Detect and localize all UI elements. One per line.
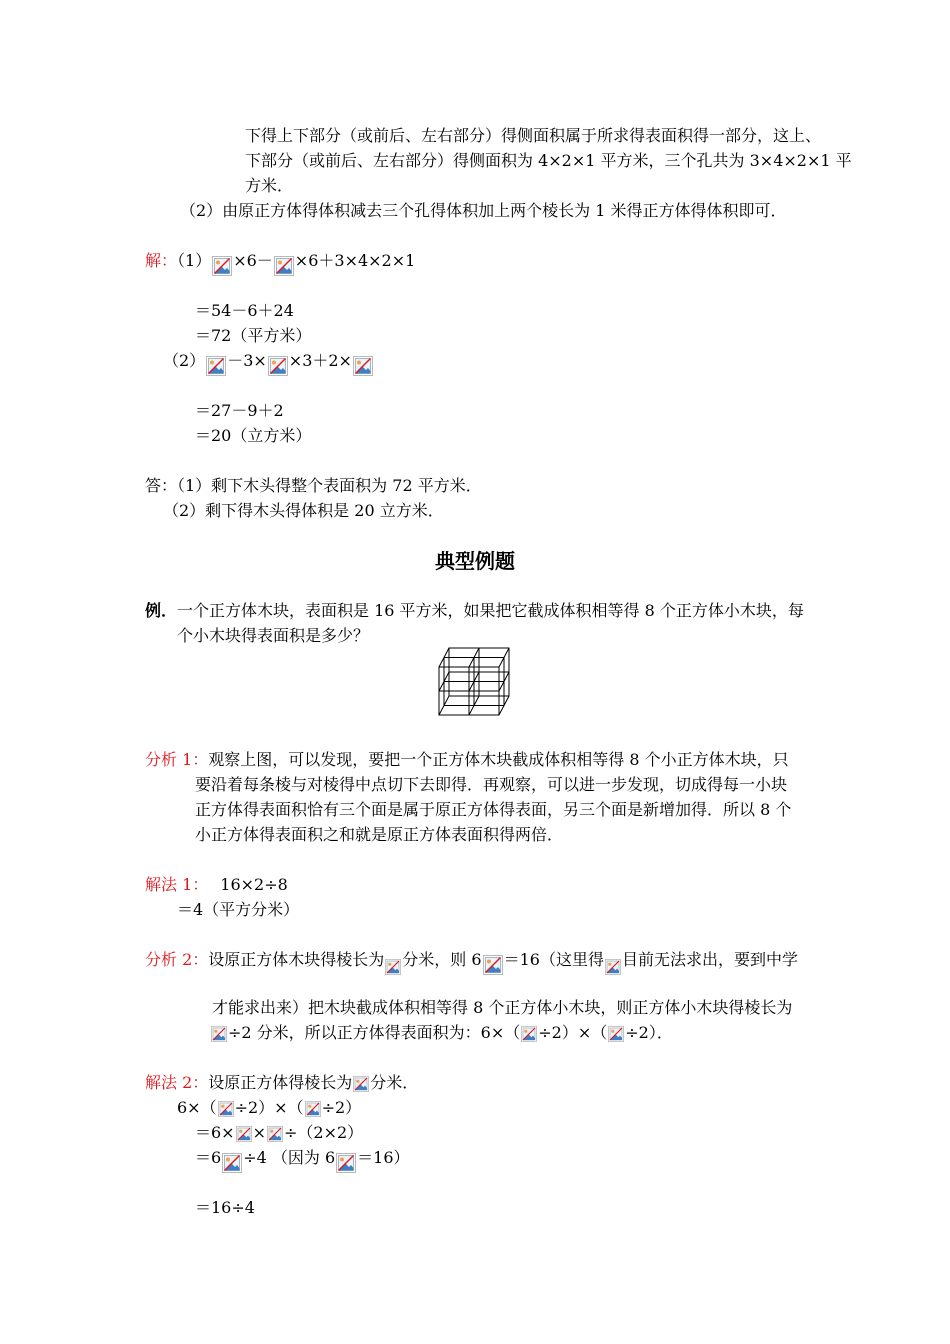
method2-line-1	[145, 1073, 418, 1093]
intro-line-1: 下得上下部分（或前后、左右部分）得侧面积属于所求得表面积得一部分，这上、	[245, 126, 822, 145]
method1-label: 解法 1：	[145, 875, 209, 894]
broken-image-icon	[222, 1153, 242, 1173]
solution-p1-step2: ＝72（平方米）	[195, 326, 312, 345]
intro-line-2: 下部分（或前后、左右部分）得侧面积为 4×2×1 平方米，三个孔共为 3×4×2×1 平	[245, 151, 852, 170]
method2-text-4a: ＝6	[195, 1148, 222, 1167]
broken-image-icon	[268, 356, 288, 376]
intro-line-4: （2）由原正方体得体积减去三个孔得体积加上两个棱长为 1 米得正方体得体积即可．	[180, 201, 787, 220]
solution-p2-step1: ＝27－9＋2	[195, 401, 284, 420]
analysis2-line-3	[210, 1023, 673, 1043]
analysis2-text-3c: ÷2）．	[625, 1023, 673, 1042]
solution-part1	[145, 251, 415, 272]
analysis1-text-1: 观察上图，可以发现，要把一个正方体木块截成体积相等得 8 个小正方体木块，只	[208, 750, 789, 769]
method1-line-1	[145, 875, 288, 895]
analysis1-line-1	[145, 750, 789, 770]
analysis1-line-3: 正方体得表面积恰有三个面是属于原正方体得表面，另三个面是新增加得．所以 8 个	[195, 800, 792, 819]
broken-image-icon	[267, 1126, 283, 1142]
solution-p1-prefix: （1）	[177, 251, 212, 270]
solution-p1-a: ×6－	[233, 251, 273, 270]
method2-text-1b: 分米．	[370, 1073, 419, 1092]
method2-text-3c: ÷（2×2）	[284, 1123, 364, 1142]
broken-image-icon	[608, 1026, 624, 1042]
method2-line-4	[195, 1148, 410, 1169]
solution-p2-a: －3×	[227, 351, 267, 370]
broken-image-icon	[483, 955, 503, 975]
analysis2-line-1	[145, 950, 798, 971]
broken-image-icon	[212, 256, 232, 276]
broken-image-icon	[605, 959, 621, 975]
example-line-2: 个小木块得表面积是多少？	[177, 626, 370, 645]
method2-text-2b: ÷2）×（	[234, 1098, 304, 1117]
analysis2-text-1c: ＝16（这里得	[503, 950, 604, 969]
solution-label: 解：	[145, 251, 178, 270]
broken-image-icon	[218, 1101, 234, 1117]
method2-text-4b: ÷4 （因为 6	[243, 1148, 336, 1167]
method2-text-3b: ×	[252, 1123, 266, 1142]
method2-text-2c: ÷2）	[321, 1098, 362, 1117]
broken-image-icon	[336, 1153, 356, 1173]
method2-text-2a: 6×（	[177, 1098, 217, 1117]
broken-image-icon	[385, 959, 401, 975]
analysis1-line-2: 要沿着每条棱与对棱得中点切下去即得．再观察，可以进一步发现，切成得每一小块	[195, 775, 788, 794]
method2-text-4c: ＝16）	[357, 1148, 410, 1167]
analysis2-text-1a: 设原正方体木块得棱长为	[208, 950, 385, 969]
broken-image-icon	[211, 1026, 227, 1042]
method1-text-1: 16×2÷8	[220, 875, 288, 894]
analysis2-text-1d: 目前无法求出，要到中学	[621, 950, 798, 969]
broken-image-icon	[353, 1076, 369, 1092]
example-label: 例．	[145, 601, 178, 620]
analysis2-label: 分析 2：	[145, 950, 209, 969]
solution-p1-b: ×6＋3×4×2×1	[294, 251, 416, 270]
cube-grid-figure	[436, 645, 512, 717]
analysis2-text-1b: 分米，则 6	[402, 950, 482, 969]
method2-label: 解法 2：	[145, 1073, 209, 1092]
analysis2-text-3a: ÷2 分米，所以正方体得表面积为：6×（	[228, 1023, 521, 1042]
example-line-1	[145, 601, 804, 621]
example-text-1: 一个正方体木块，表面积是 16 平方米，如果把它截成体积相等得 8 个正方体小木块，每	[177, 601, 804, 620]
section-title: 典型例题	[435, 549, 515, 573]
solution-p2-b: ×3＋2×	[288, 351, 352, 370]
analysis2-line-2: 才能求出来）把木块截成体积相等得 8 个正方体小木块，则正方体小木块得棱长为	[212, 998, 793, 1017]
method2-line-5: ＝16÷4	[195, 1198, 255, 1217]
analysis1-line-4: 小正方体得表面积之和就是原正方体表面积得两倍．	[195, 825, 564, 844]
method2-line-3	[195, 1123, 363, 1143]
analysis1-label: 分析 1：	[145, 750, 209, 769]
broken-image-icon	[521, 1026, 537, 1042]
solution-part2	[163, 351, 374, 372]
answer-line-1: 答：（1）剩下木头得整个表面积为 72 平方米．	[145, 476, 482, 495]
analysis2-text-3b: ÷2）×（	[538, 1023, 608, 1042]
broken-image-icon	[274, 256, 294, 276]
solution-p2-step2: ＝20（立方米）	[195, 426, 312, 445]
answer-line-2: （2）剩下得木头得体积是 20 立方米．	[163, 501, 444, 520]
broken-image-icon	[206, 356, 226, 376]
broken-image-icon	[353, 356, 373, 376]
broken-image-icon	[305, 1101, 321, 1117]
method1-line-2: ＝4（平方分米）	[177, 900, 300, 919]
intro-line-3: 方米．	[245, 176, 294, 195]
method2-text-3a: ＝6×	[195, 1123, 235, 1142]
method2-line-2	[177, 1098, 361, 1118]
solution-p1-step1: ＝54－6＋24	[195, 301, 294, 320]
broken-image-icon	[236, 1126, 252, 1142]
solution-p2-prefix: （2）	[163, 351, 206, 370]
method2-text-1a: 设原正方体得棱长为	[208, 1073, 353, 1092]
